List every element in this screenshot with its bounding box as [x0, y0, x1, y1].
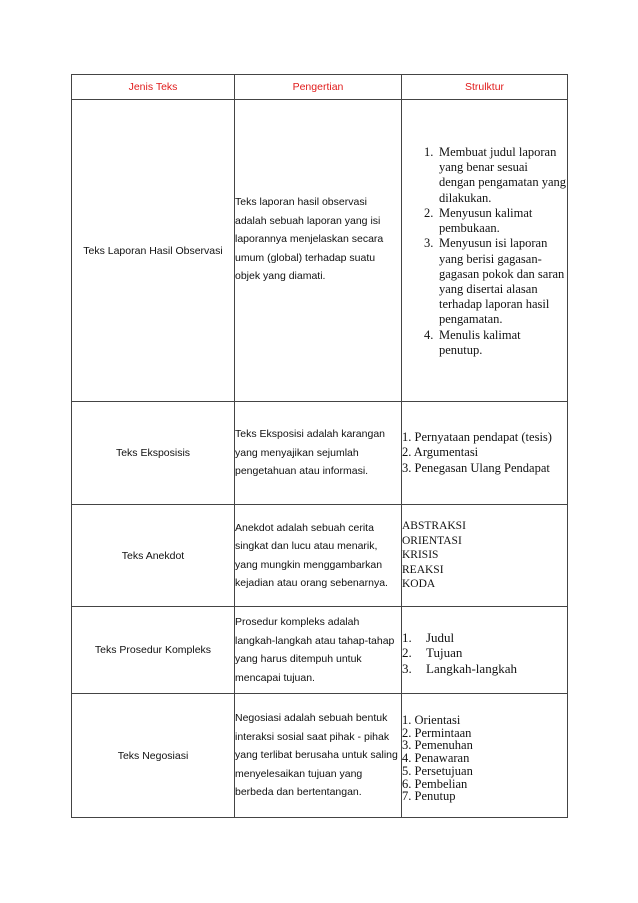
- table-row: [72, 607, 568, 694]
- struktur-item: 5. Persetujuan: [402, 763, 473, 778]
- header-row: [72, 75, 568, 100]
- table-row: [72, 100, 568, 402]
- cell-jenis: Teks Anekdot: [72, 505, 235, 607]
- struktur-list: [402, 630, 567, 677]
- cell-struktur: [402, 100, 568, 402]
- struktur-item: 4. Penawaran: [402, 751, 470, 766]
- list-item: 4. Menulis kalimat penutup.: [424, 327, 521, 357]
- struktur-item: 3. Penegasan Ulang Pendapat: [402, 460, 550, 475]
- struktur-item: 1. Orientasi: [402, 712, 461, 727]
- struktur-item: 2. Permintaan: [402, 725, 472, 740]
- list-item: 3. Langkah-langkah: [402, 660, 517, 676]
- list-item: 3. Menyusun isi laporan yang berisi gagasan-gagasan pokok dan saran yang disertai alasan terhadap laporan hasil pengamatan.: [424, 236, 565, 327]
- struktur-list: [402, 145, 567, 358]
- header-pengertian: Pengertian: [235, 75, 402, 100]
- cell-struktur: [402, 694, 568, 818]
- pengertian-text: Teks laporan hasil observasi adalah sebuah laporan yang isi laporannya menjelaskan secara umum (global) terhadap suatu objek yang diamati.: [235, 196, 384, 283]
- list-item: 2. Menyusun kalimat pembukaan.: [424, 205, 533, 236]
- struktur-item: ORIENTASI: [402, 534, 462, 547]
- table-row: [72, 505, 568, 607]
- list-item: 1. Membuat judul laporan yang benar sesuai dengan pengamatan yang dilakukan.: [424, 145, 567, 205]
- cell-jenis: Teks Prosedur Kompleks: [72, 607, 235, 694]
- struktur-item: KODA: [402, 578, 436, 591]
- struktur-item: REAKSI: [402, 563, 444, 576]
- cell-jenis: Teks Negosiasi: [72, 694, 235, 818]
- cell-struktur: [402, 607, 568, 694]
- struktur-item: 2. Argumentasi: [402, 445, 479, 460]
- cell-struktur: [402, 402, 568, 505]
- cell-pengertian: [235, 100, 402, 402]
- header-struktur: Strulktur: [402, 75, 568, 100]
- header-jenis-teks: Jenis Teks: [72, 75, 235, 100]
- struktur-item: ABSTRAKSI: [402, 520, 466, 533]
- table-row: [72, 694, 568, 818]
- cell-pengertian: Teks Eksposisi adalah karangan yang menyajikan sejumlah pengetahuan atau informasi.: [235, 402, 402, 505]
- cell-pengertian: Negosiasi adalah sebuah bentuk interaksi sosial saat pihak - pihak yang terlibat berusaha untuk saling menyelesaikan tujuan yang berbeda dan bertentangan.: [235, 694, 402, 818]
- table-row: [72, 402, 568, 505]
- text-types-table: [71, 74, 568, 818]
- cell-pengertian: Anekdot adalah sebuah cerita singkat dan lucu atau menarik, yang mungkin menggambarkan kejadian atau orang sebenarnya.: [235, 505, 402, 607]
- cell-pengertian: Prosedur kompleks adalah langkah-langkah atau tahap-tahap yang harus ditempuh untuk mencapai tujuan.: [235, 607, 402, 694]
- list-item: 1. Judul: [402, 629, 455, 645]
- struktur-item: 3. Pemenuhan: [402, 738, 473, 753]
- list-item: 2. Tujuan: [402, 645, 463, 661]
- struktur-item: 7. Penutup: [402, 789, 456, 804]
- cell-struktur: [402, 505, 568, 607]
- cell-jenis: Teks Laporan Hasil Observasi: [72, 100, 235, 402]
- struktur-item: 1. Pernyataan pendapat (tesis): [402, 429, 552, 444]
- struktur-item: KRISIS: [402, 549, 439, 562]
- cell-jenis: Teks Eksposisis: [72, 402, 235, 505]
- struktur-item: 6. Pembelian: [402, 776, 468, 791]
